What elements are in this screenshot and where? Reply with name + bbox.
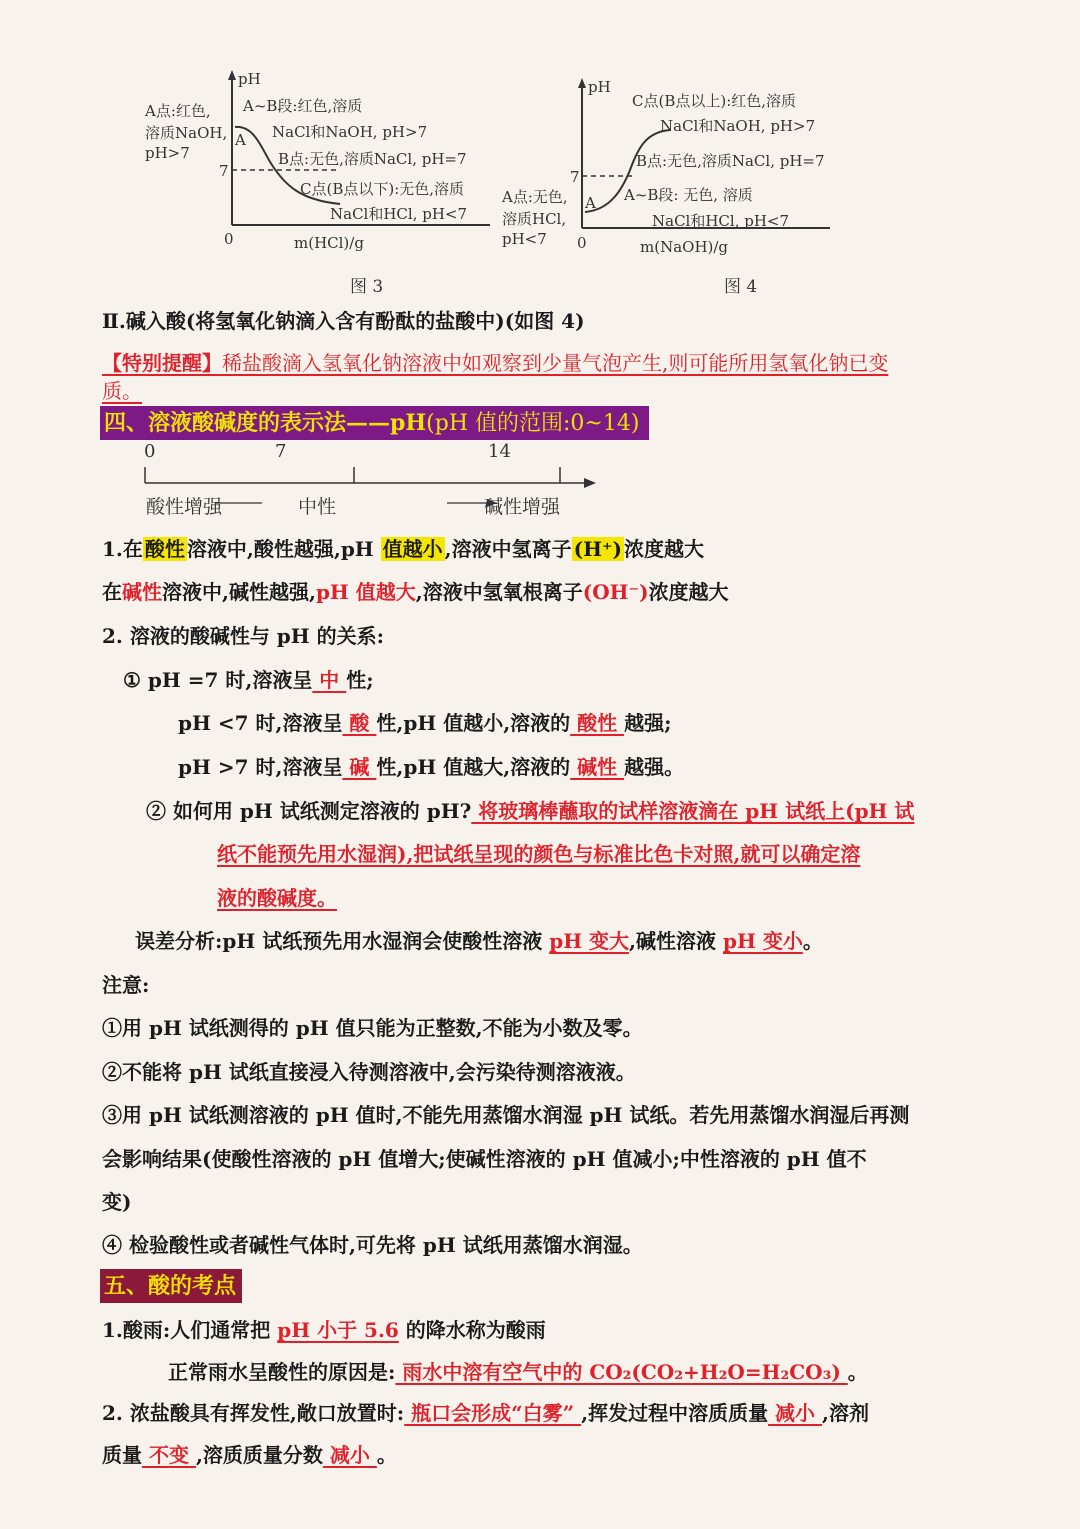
fig4-annot-c2: NaCl和NaOH, pH>7 [660, 117, 816, 135]
scale-num-0: 0 [144, 441, 156, 462]
error-analysis [135, 927, 823, 955]
p1b-c: 溶液中,碱性越强, [162, 580, 316, 604]
p1-c: 溶液中,酸性越强,pH [186, 537, 381, 561]
hcl-solute-mass: 减小 [768, 1401, 823, 1425]
q2-answer-3: 液的酸碱度。 [217, 886, 337, 910]
rain-reason-answer: 雨水中溶有空气中的 CO₂(CO₂+H₂O=H₂CO₃) [395, 1360, 848, 1384]
section5-heading: 五、酸的考点 [100, 1269, 242, 1303]
r2-c: 性,pH 值越小,溶液的 [376, 711, 571, 735]
fig3-annot-a1: A点:红色, [145, 102, 211, 120]
err-base-answer: pH 变小 [722, 929, 803, 953]
r2-e: 越强; [624, 711, 672, 735]
fig3-tick7: 7 [219, 162, 229, 180]
hcl-solvent-mass: 不变 [142, 1443, 196, 1467]
p1b-a: 在 [102, 580, 122, 604]
r1-answer: 中 [312, 668, 347, 692]
special-reminder-line2: 质。 [102, 379, 142, 403]
r3-a: pH >7 时,溶液呈 [178, 755, 343, 779]
scale-neutral-label: 中性 [298, 496, 337, 518]
ph-scale-arrow [584, 478, 596, 488]
err-e: 。 [802, 929, 823, 953]
fig4-annot-a3: pH<7 [502, 230, 547, 248]
acid-rain-line [102, 1316, 546, 1344]
p1b-base-red: 碱性 [122, 580, 162, 604]
relation-title: 2. 溶液的酸碱性与 pH 的关系: [102, 624, 385, 648]
acid-strength-line [102, 535, 704, 563]
base-into-acid-line: Ⅱ.碱入酸(将氢氧化钠滴入含有酚酞的盐酸中)(如图 4) [102, 309, 585, 333]
ph-paper-question [146, 797, 914, 825]
hcl-c: ,挥发过程中溶质质量 [581, 1401, 769, 1425]
fig3-annot-c1: C点(B点以下):无色,溶质 [300, 180, 465, 198]
fig4-origin: 0 [577, 234, 587, 252]
fig3-annot-a3: pH>7 [145, 144, 190, 162]
p1-a: 1.在 [102, 537, 143, 561]
fig3-annot-c2: NaCl和HCl, pH<7 [330, 205, 468, 223]
r1-c: 性; [346, 668, 374, 692]
hcl-line1 [102, 1399, 869, 1427]
reminder-tag: 【特别提醒】 [102, 351, 222, 375]
section4-title-main: 四、溶液酸碱度的表示法——pH [104, 410, 427, 436]
note-3-line1: ③用 pH 试纸测溶液的 pH 值时,不能先用蒸馏水润湿 pH 试纸。若先用蒸馏水润湿后再测 [102, 1103, 910, 1127]
p1b-e: ,溶液中氢氧根离子 [415, 580, 583, 604]
r3-e: 越强。 [624, 755, 685, 779]
p1-acid-highlight: 酸性 [144, 537, 185, 561]
q2-answer-2: 纸不能预先用水湿润),把试纸呈现的颜色与标准比色卡对照,就可以确定溶 [217, 842, 861, 866]
hcl-a: 2. 浓盐酸具有挥发性,敞口放置时: [102, 1401, 405, 1425]
relation-acid [178, 709, 672, 737]
p1b-g: 浓度越大 [648, 580, 729, 604]
fig4-axis-x: m(NaOH)/g [640, 238, 729, 256]
fig4-point-a: A [585, 194, 596, 212]
r2-answer2: 酸性 [570, 711, 625, 735]
fig4-tick7: 7 [570, 168, 580, 186]
err-c: ,碱性溶液 [629, 929, 723, 953]
r2-a: pH <7 时,溶液呈 [178, 711, 343, 735]
fig4-annot-b: B点:无色,溶质NaCl, pH=7 [636, 152, 825, 170]
r3-answer2: 碱性 [570, 755, 625, 779]
relation-neutral [123, 666, 374, 694]
p1-e: ,溶液中氢离子 [444, 537, 572, 561]
acid-rain-a: 1.酸雨:人们通常把 [102, 1318, 278, 1342]
note-3-line2: 会影响结果(使酸性溶液的 pH 值增大;使碱性溶液的 pH 值减小;中性溶液的 pH 值不 [102, 1147, 867, 1171]
note-3-line3: 变) [102, 1190, 132, 1214]
p1-g: 浓度越大 [624, 537, 705, 561]
rain-reason-line [168, 1358, 868, 1386]
q2-answer-1: 将玻璃棒蘸取的试样溶液滴在 pH 试纸上(pH 试 [471, 799, 915, 823]
scale-base-label: 碱性增强 [484, 496, 561, 518]
base-strength-line [102, 578, 729, 606]
hcl-e: ,溶剂 [822, 1401, 869, 1425]
scale-num-7: 7 [275, 441, 287, 462]
reminder-text1: 稀盐酸滴入氢氧化钠溶液中如观察到少量气泡产生,则可能所用氢氧化钠已变 [222, 351, 889, 375]
p1b-larger-red: pH 值越大 [315, 580, 416, 604]
fig4-caption: 图 4 [724, 277, 758, 297]
p1-h-ion-highlight: (H⁺) [573, 537, 623, 561]
err-a: 误差分析:pH 试纸预先用水湿润会使酸性溶液 [135, 929, 550, 953]
r1-a: ① pH =7 时,溶液呈 [123, 668, 313, 692]
section4-title-sub: (pH 值的范围:0~14) [426, 411, 640, 436]
fig4-annot-c1: C点(B点以上):红色,溶质 [632, 92, 797, 110]
hcl-white-fog: 瓶口会形成“白雾” [404, 1401, 582, 1425]
fig4-annot-ab2: NaCl和HCl, pH<7 [652, 212, 790, 230]
fig3-annot-ab1: A~B段:红色,溶质 [243, 97, 363, 115]
fig4-axis-y: pH [588, 78, 611, 96]
notes-title: 注意: [102, 973, 150, 997]
err-acid-answer: pH 变大 [549, 929, 630, 953]
scale-num-14: 14 [488, 441, 511, 462]
hcl-mass-fraction: 减小 [322, 1443, 377, 1467]
fig3-annot-a2: 溶质NaOH, [145, 124, 228, 142]
hcl-line2 [102, 1441, 397, 1469]
hcl-h: ,溶质质量分数 [195, 1443, 323, 1467]
p1b-oh-ion-red: (OH⁻) [582, 580, 649, 604]
fig3-axis-y: pH [238, 70, 261, 88]
hcl-j: 。 [376, 1443, 397, 1467]
p1-smaller-highlight: 值越小 [382, 537, 443, 561]
r3-answer1: 碱 [342, 755, 377, 779]
q2-question: ② 如何用 pH 试纸测定溶液的 pH? [146, 799, 472, 823]
r2-answer1: 酸 [342, 711, 377, 735]
rain-reason-c: 。 [847, 1360, 868, 1384]
scale-acid-label: 酸性增强 [146, 496, 223, 518]
fig3-axis-x: m(HCl)/g [294, 234, 364, 252]
hcl-f: 质量 [102, 1443, 142, 1467]
acid-rain-answer: pH 小于 5.6 [277, 1318, 399, 1342]
fig3-point-a: A [235, 131, 246, 149]
fig3-caption: 图 3 [350, 277, 384, 297]
fig3-origin: 0 [224, 230, 234, 248]
acid-rain-c: 的降水称为酸雨 [398, 1318, 546, 1342]
note-2: ②不能将 pH 试纸直接浸入待测溶液中,会污染待测溶液液。 [102, 1060, 636, 1084]
note-4: ④ 检验酸性或者碱性气体时,可先将 pH 试纸用蒸馏水润湿。 [102, 1233, 643, 1257]
r3-c: 性,pH 值越大,溶液的 [376, 755, 571, 779]
fig4-annot-a2: 溶质HCl, [502, 210, 567, 228]
fig4-annot-a1: A点:无色, [502, 188, 568, 206]
fig4-annot-ab1: A~B段: 无色, 溶质 [624, 186, 753, 204]
fig3-annot-b: B点:无色,溶质NaCl, pH=7 [278, 150, 467, 168]
relation-base [178, 753, 684, 781]
rain-reason-a: 正常雨水呈酸性的原因是: [168, 1360, 396, 1384]
fig3-annot-ab2: NaCl和NaOH, pH>7 [272, 123, 428, 141]
note-1: ①用 pH 试纸测得的 pH 值只能为正整数,不能为小数及零。 [102, 1016, 643, 1040]
